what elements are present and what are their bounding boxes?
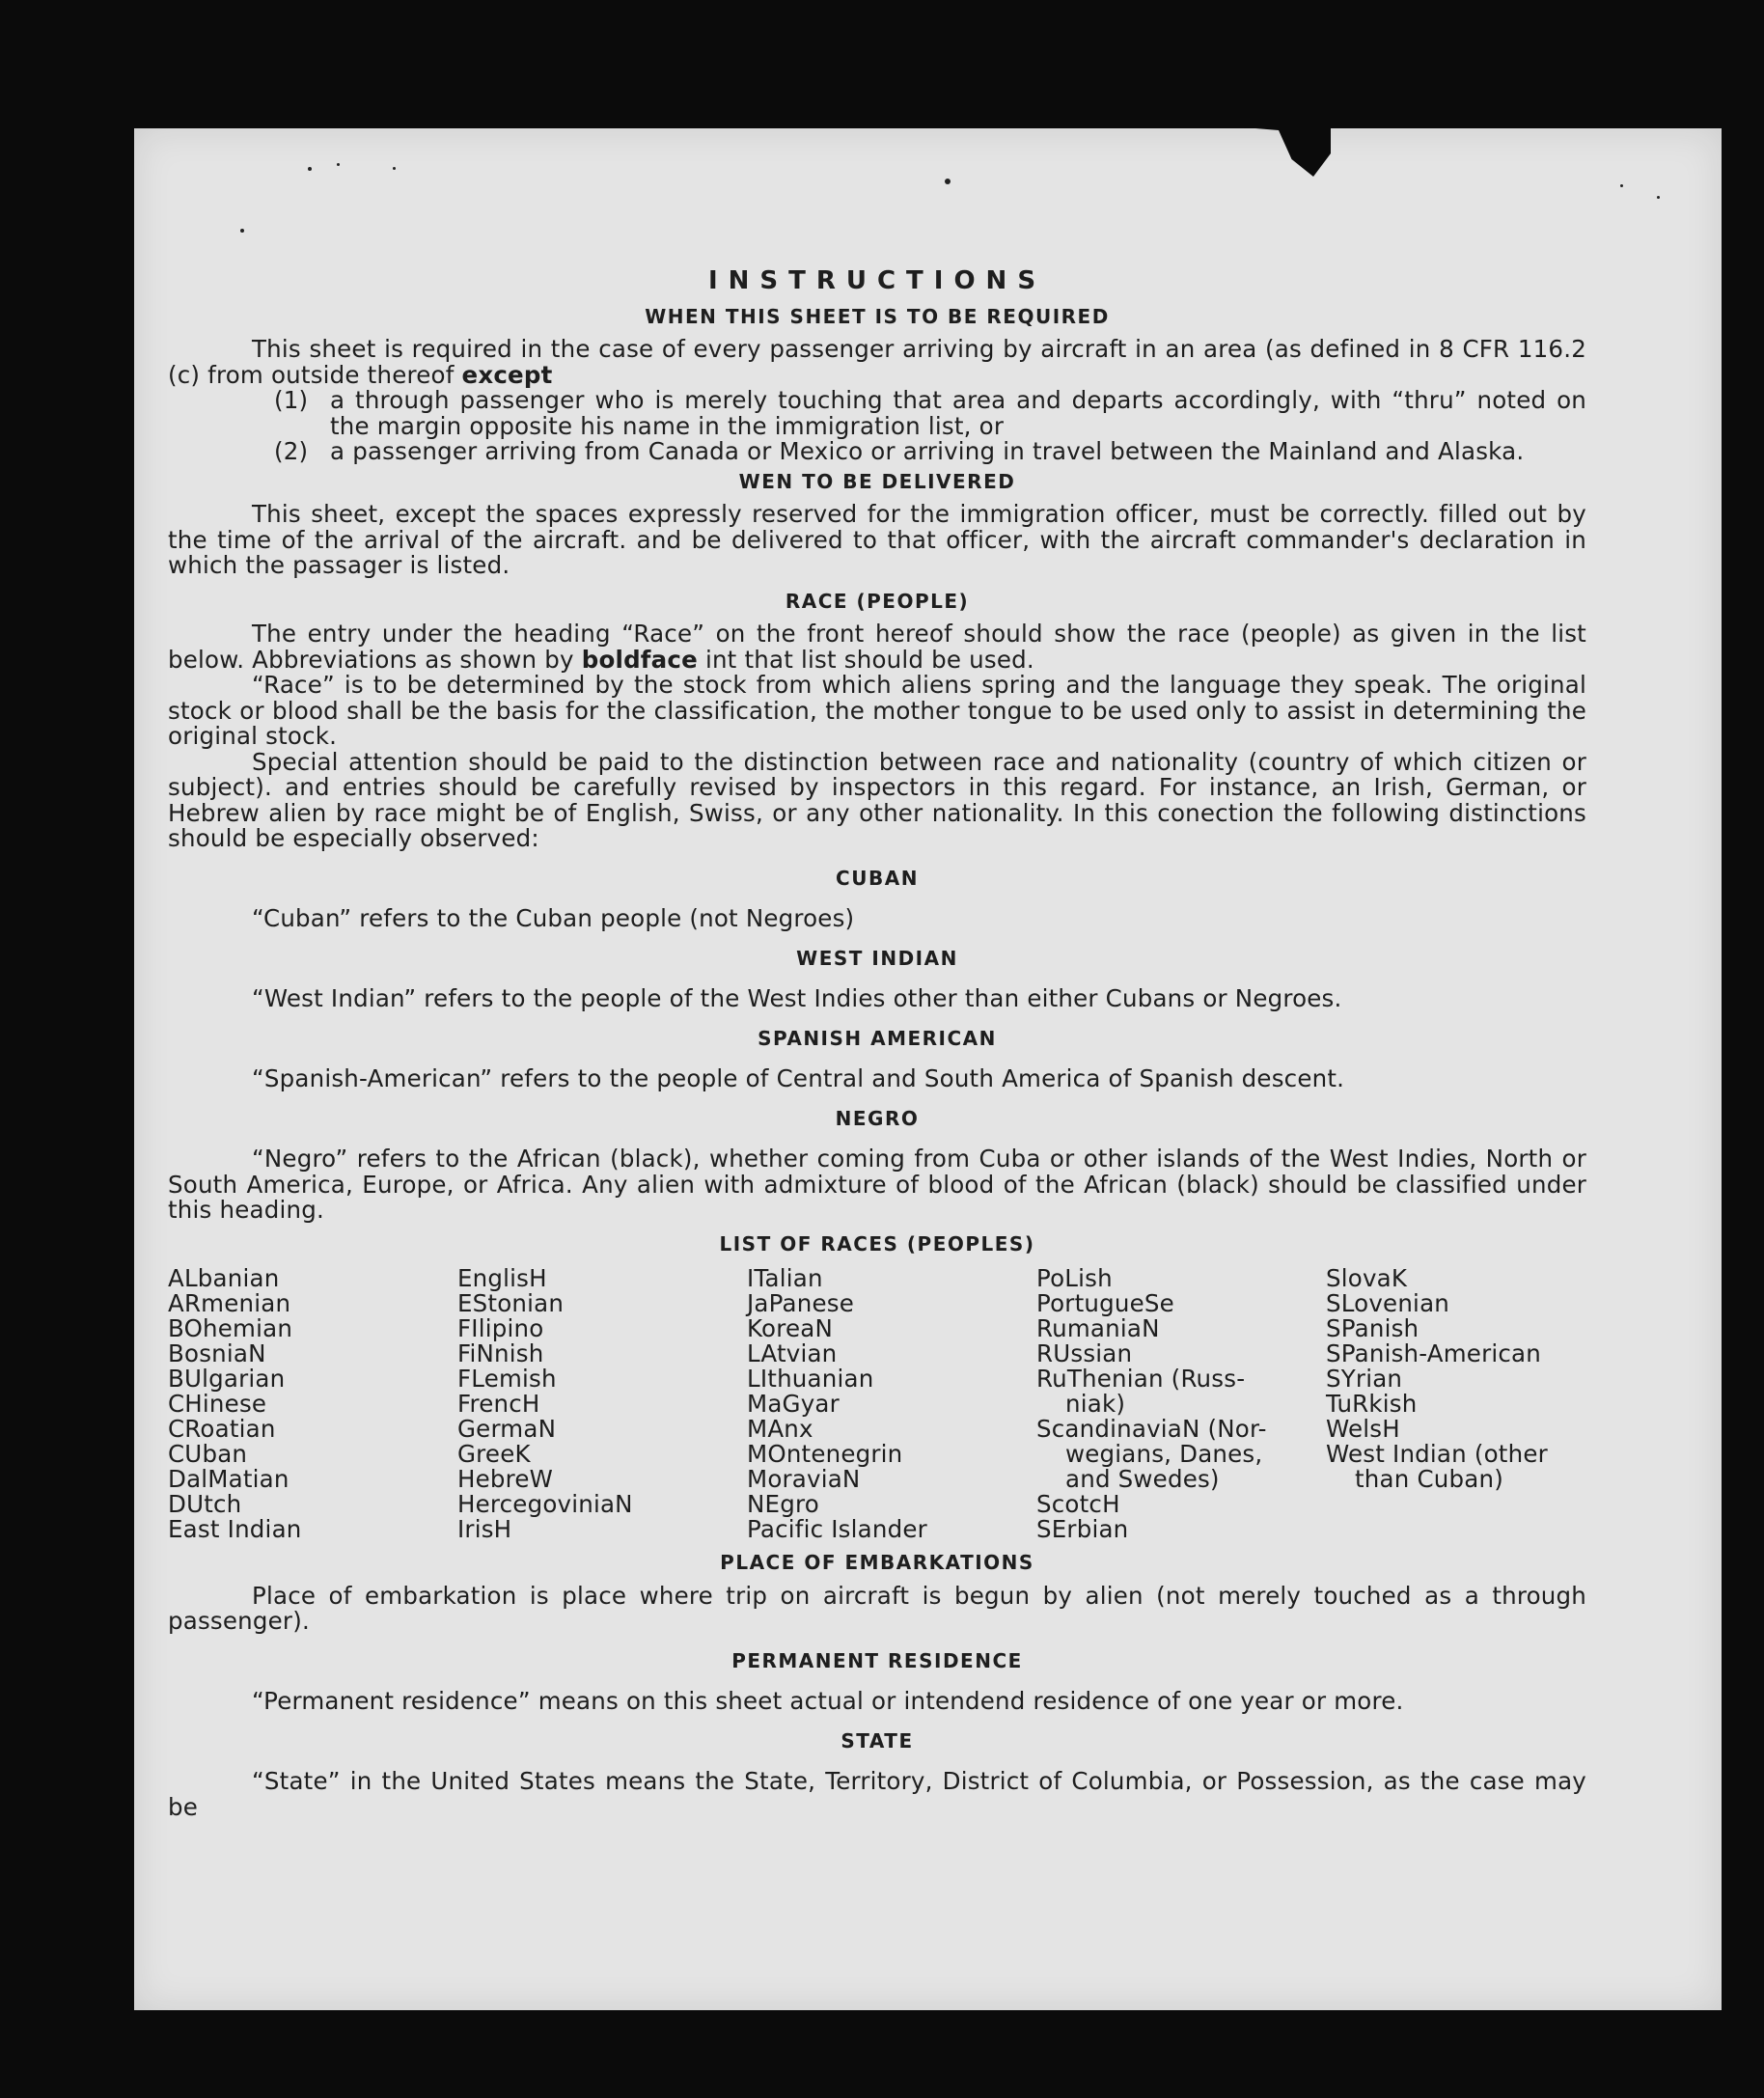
race-entry: PortugueSe (1036, 1289, 1174, 1317)
race-entry: HebreW (457, 1465, 554, 1493)
races-list (168, 1266, 1586, 1542)
race-entry: SlovaK (1326, 1264, 1408, 1292)
races-column-5 (1326, 1266, 1586, 1542)
race-entry-continued: niak) (1065, 1390, 1126, 1418)
race-entry: BosniaN (168, 1339, 266, 1367)
race-entry: ScandinaviaN (Nor- (1036, 1415, 1267, 1443)
race-entry: EnglisH (457, 1264, 547, 1292)
race-entry-continued: and Swedes) (1065, 1465, 1220, 1493)
instructions-content (168, 268, 1586, 1820)
race-entry: DUtch (168, 1490, 242, 1518)
intro-text: This sheet is required in the case of every passenger arriving by aircraft in an area (as defined in 8 CFR 116.2 (c) from outside thereof (168, 335, 1586, 389)
item-text: a through passenger who is merely touching that area and departs accordingly, with “thru” noted on the margin opposite his name in the immigration list, or (330, 386, 1586, 440)
race-entry: RUssian (1036, 1339, 1133, 1367)
race-p1-text: The entry under the heading “Race” on the front hereof should show the race (people) as given in the list below. Abbreviations as shown by (168, 620, 1586, 674)
document-page (134, 128, 1722, 2010)
speck (240, 229, 244, 233)
race-entry: East Indian (168, 1515, 302, 1543)
race-entry: GermaN (457, 1415, 557, 1443)
race-entry: JaPanese (747, 1289, 854, 1317)
race-entry: KoreaN (747, 1314, 833, 1342)
race-paragraph-2: “Race” is to be determined by the stock from which aliens spring and the language they speak. The original stock or blood shall be the basis for the classification, the mother tongue to be used only to assist in determining the original stock. (168, 671, 1586, 750)
races-column-4 (1036, 1266, 1326, 1542)
when-required-heading: WHEN THIS SHEET IS TO BE REQUIRED (645, 304, 1110, 328)
race-entry: West Indian (other (1326, 1440, 1548, 1468)
speck (337, 163, 340, 166)
race-entry: HercegoviniaN (457, 1490, 633, 1518)
race-entry: BOhemian (168, 1314, 293, 1342)
spanish-american-heading: SPANISH AMERICAN (758, 1026, 997, 1050)
race-entry: MAnx (747, 1415, 813, 1443)
when-delivered-text: This sheet, except the spaces expressly reserved for the immigration officer, must be correctly. filled out by the time of the arrival of the aircraft. and be delivered to that officer, with the aircraft commander's declaration in which the passager is listed. (168, 500, 1586, 579)
race-entry: CRoatian (168, 1415, 276, 1443)
race-entry: PoLish (1036, 1264, 1113, 1292)
exception-item-2 (168, 439, 1586, 465)
state-heading: STATE (841, 1728, 914, 1753)
speck (945, 179, 951, 184)
races-column-2 (457, 1266, 747, 1542)
state-text: “State” in the United States means the State, Territory, District of Columbia, or Possession, as the case may be (168, 1767, 1586, 1821)
when-required-intro (168, 337, 1586, 388)
race-heading: RACE (PEOPLE) (785, 589, 970, 613)
race-entry: BUlgarian (168, 1365, 286, 1393)
list-of-races-heading: LIST OF RACES (PEOPLES) (719, 1231, 1035, 1256)
race-entry: EStonian (457, 1289, 565, 1317)
west-indian-text: “West Indian” refers to the people of the West Indies other than either Cubans or Negroes. (252, 984, 1342, 1012)
race-entry: CHinese (168, 1390, 267, 1418)
race-entry: SErbian (1036, 1515, 1129, 1543)
race-entry: FLemish (457, 1365, 557, 1393)
race-entry: SPanish-American (1326, 1339, 1541, 1367)
permanent-residence-heading: PERMANENT RESIDENCE (731, 1648, 1023, 1672)
race-entry: FIlipino (457, 1314, 544, 1342)
item-number: (2) (274, 437, 309, 465)
negro-text: “Negro” refers to the African (black), whether coming from Cuba or other islands of the West Indies, North or South America, Europe, or Africa. Any alien with admixture of blood of the African (black) should be classified under this heading. (168, 1145, 1586, 1224)
race-entry: RuThenian (Russ- (1036, 1365, 1246, 1393)
race-p1-boldface: boldface (581, 645, 698, 674)
west-indian-heading: WEST INDIAN (796, 946, 958, 970)
races-column-1 (168, 1266, 457, 1542)
race-entry: WelsH (1326, 1415, 1400, 1443)
race-entry: NEgro (747, 1490, 819, 1518)
race-entry: SLovenian (1326, 1289, 1450, 1317)
race-entry: ALbanian (168, 1264, 280, 1292)
race-entry-continued: wegians, Danes, (1065, 1440, 1263, 1468)
race-entry: ScotcH (1036, 1490, 1120, 1518)
race-entry: MoraviaN (747, 1465, 861, 1493)
cuban-text: “Cuban” refers to the Cuban people (not Negroes) (252, 904, 855, 932)
race-entry: MOntenegrin (747, 1440, 903, 1468)
race-entry: SYrian (1326, 1365, 1403, 1393)
race-entry: TuRkish (1326, 1390, 1418, 1418)
permanent-residence-text: “Permanent residence” means on this sheet actual or intendend residence of one year or more. (252, 1687, 1404, 1715)
cuban-heading: CUBAN (836, 866, 919, 890)
instructions-title: INSTRUCTIONS (707, 266, 1047, 295)
spanish-american-text: “Spanish-American” refers to the people of Central and South America of Spanish descent. (252, 1064, 1345, 1092)
speck (1620, 184, 1623, 187)
race-entry: FrencH (457, 1390, 540, 1418)
speck (308, 167, 312, 171)
race-entry: SPanish (1326, 1314, 1419, 1342)
speck (393, 167, 396, 170)
race-entry: DalMatian (168, 1465, 289, 1493)
race-paragraph-1 (168, 621, 1586, 673)
race-entry: ARmenian (168, 1289, 291, 1317)
race-entry: RumaniaN (1036, 1314, 1160, 1342)
race-entry: LIthuanian (747, 1365, 874, 1393)
item-number: (1) (274, 386, 309, 414)
races-column-3 (747, 1266, 1036, 1542)
race-p1-end: int that list should be used. (697, 645, 1034, 674)
embarkation-text: Place of embarkation is place where trip on aircraft is begun by alien (not merely touched as a through passenger). (168, 1581, 1586, 1635)
race-entry: Pacific Islander (747, 1515, 927, 1543)
race-entry: GreeK (457, 1440, 531, 1468)
race-entry: ITalian (747, 1264, 823, 1292)
race-entry: MaGyar (747, 1390, 840, 1418)
race-entry-continued: than Cuban) (1355, 1465, 1503, 1493)
race-entry: LAtvian (747, 1339, 838, 1367)
race-entry: CUban (168, 1440, 248, 1468)
speck (1657, 196, 1660, 199)
item-text: a passenger arriving from Canada or Mexico or arriving in travel between the Mainland and Alaska. (330, 437, 1525, 465)
intro-except: except (461, 360, 553, 389)
race-paragraph-3: Special attention should be paid to the distinction between race and nationality (country of which citizen or subject). and entries should be carefully revised by inspectors in this regard. For instance, an Irish, German, or Hebrew alien by race might be of English, Swiss, or any other nationality. In this conection the following distinctions should be especially observed: (168, 747, 1586, 852)
race-entry: IrisH (457, 1515, 512, 1543)
exception-item-1 (168, 388, 1586, 439)
torn-corner (1244, 119, 1331, 177)
negro-heading: NEGRO (835, 1106, 920, 1130)
embarkation-heading: PLACE OF EMBARKATIONS (720, 1551, 1034, 1574)
when-delivered-heading: WEN TO BE DELIVERED (738, 469, 1016, 493)
race-entry: FiNnish (457, 1339, 544, 1367)
